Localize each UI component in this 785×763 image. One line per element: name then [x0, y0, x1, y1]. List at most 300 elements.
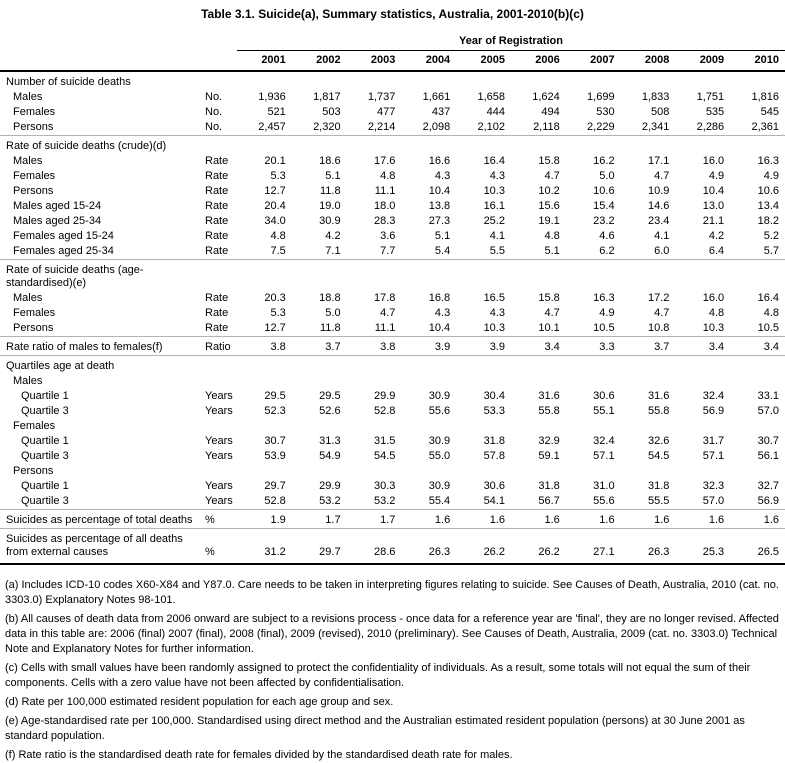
value-cell: 3.6	[380, 230, 396, 242]
row-label: Females aged 25-34	[13, 245, 114, 257]
value-cell: 5.2	[763, 230, 779, 242]
value-cell: 1.6	[621, 510, 676, 529]
value-cell: 1.6	[401, 510, 456, 529]
value-cell: 10.1	[538, 322, 560, 334]
value-cell: 4.8	[763, 307, 779, 319]
value-cell: 10.5	[757, 322, 779, 334]
value-cell: 31.7	[702, 435, 725, 447]
value-cell: 1,816	[751, 91, 779, 103]
value-cell: 32.9	[538, 435, 560, 447]
value-cell: 6.4	[708, 245, 725, 257]
unit-cell: Rate	[205, 155, 229, 167]
value-cell: 57.0	[757, 405, 779, 417]
value-cell: 3.3	[566, 337, 621, 356]
value-cell: 521	[267, 106, 286, 118]
table-row	[0, 434, 785, 449]
table-row	[0, 120, 785, 136]
table-row	[0, 169, 785, 184]
value-cell: 55.6	[428, 405, 451, 417]
value-cell: 10.2	[538, 185, 560, 197]
table-row	[0, 184, 785, 199]
value-cell: 4.7	[654, 307, 670, 319]
row-label: Males	[13, 292, 43, 304]
value-cell: 14.6	[647, 200, 670, 212]
table-row	[0, 510, 785, 529]
unit-cell: Years	[205, 450, 233, 462]
value-cell: 3.4	[511, 337, 566, 356]
value-cell: 30.9	[428, 480, 451, 492]
value-cell: 57.1	[702, 450, 725, 462]
value-cell: 10.4	[702, 185, 725, 197]
value-cell: 30.9	[428, 435, 451, 447]
value-cell: 2,229	[587, 121, 615, 133]
value-cell: 1,699	[587, 91, 615, 103]
value-cell: 53.2	[373, 495, 396, 507]
year-column-header: 2008	[621, 51, 676, 72]
row-label: Females aged 15-24	[13, 230, 114, 242]
value-cell: 18.6	[319, 155, 341, 167]
row-label: Rate ratio of males to females(f)	[0, 337, 205, 356]
value-cell: 52.8	[373, 405, 396, 417]
value-cell: 477	[377, 106, 396, 118]
value-cell: 27.3	[428, 215, 451, 227]
year-column-header: 2001	[237, 51, 292, 72]
value-cell: 15.4	[593, 200, 615, 212]
value-cell: 16.0	[702, 155, 725, 167]
value-cell: 2,102	[477, 121, 505, 133]
value-cell: 53.2	[319, 495, 341, 507]
value-cell: 57.0	[702, 495, 725, 507]
value-cell: 3.9	[401, 337, 456, 356]
value-cell: 26.2	[456, 529, 511, 565]
value-cell: 3.8	[347, 337, 402, 356]
value-cell: 2,098	[422, 121, 451, 133]
value-cell: 20.1	[264, 155, 286, 167]
row-label: Quartile 1	[21, 435, 69, 447]
unit-cell: Years	[205, 390, 233, 402]
value-cell: 29.9	[373, 390, 396, 402]
value-cell: 31.8	[538, 480, 560, 492]
row-label: Males	[13, 155, 43, 167]
table-row	[0, 214, 785, 229]
year-column-header: 2010	[730, 51, 785, 72]
table-row	[0, 229, 785, 244]
year-of-registration-header: Year of Registration	[237, 34, 785, 51]
value-cell: 10.6	[593, 185, 615, 197]
value-cell: 23.2	[593, 215, 615, 227]
value-cell: 3.4	[730, 337, 785, 356]
year-column-header: 2003	[347, 51, 402, 72]
footnote: (c) Cells with small values have been randomly assigned to protect the confidentiality of individuals. As a result, some totals will not equal the sum of their components. Cells with a zero value have not been affected by confidentialisation.	[5, 662, 751, 689]
value-cell: 34.0	[264, 215, 286, 227]
value-cell: 21.1	[702, 215, 725, 227]
value-cell: 16.8	[428, 292, 451, 304]
row-label: Males	[13, 375, 43, 387]
value-cell: 20.4	[264, 200, 286, 212]
row-label: Persons	[13, 121, 54, 133]
value-cell: 30.3	[373, 480, 396, 492]
table-row	[0, 71, 785, 90]
row-label: Persons	[13, 185, 54, 197]
value-cell: 10.3	[483, 185, 505, 197]
year-column-header: 2004	[401, 51, 456, 72]
value-cell: 20.3	[264, 292, 286, 304]
value-cell: 26.2	[511, 529, 566, 565]
document-page	[0, 7, 785, 763]
row-label: Persons	[13, 322, 54, 334]
value-cell: 12.7	[264, 322, 286, 334]
row-label: Rate of suicide deaths (crude)(d)	[0, 136, 785, 155]
value-cell: 31.2	[237, 529, 292, 565]
header-spacer	[0, 34, 237, 51]
value-cell: 437	[431, 106, 451, 118]
value-cell: 12.7	[264, 185, 286, 197]
table-row	[0, 529, 785, 565]
value-cell: 31.5	[373, 435, 396, 447]
table-row	[0, 199, 785, 214]
value-cell: 2,341	[641, 121, 670, 133]
value-cell: 11.1	[374, 185, 396, 197]
value-cell: 444	[486, 106, 505, 118]
unit-cell: Rate	[205, 307, 229, 319]
value-cell: 54.5	[647, 450, 670, 462]
value-cell: 31.0	[593, 480, 615, 492]
value-cell: 1.7	[347, 510, 402, 529]
value-cell: 5.1	[325, 170, 341, 182]
table-row	[0, 374, 785, 389]
value-cell: 56.9	[702, 405, 725, 417]
value-cell: 55.8	[647, 405, 670, 417]
value-cell: 5.7	[763, 245, 779, 257]
value-cell: 530	[596, 106, 615, 118]
value-cell: 10.3	[483, 322, 505, 334]
value-cell: 1.6	[730, 510, 785, 529]
value-cell: 535	[705, 106, 725, 118]
value-cell: 16.4	[757, 292, 779, 304]
value-cell: 4.9	[708, 170, 725, 182]
table-row	[0, 404, 785, 419]
value-cell: 1,751	[696, 91, 725, 103]
unit-cell: Years	[205, 495, 233, 507]
value-cell: 26.3	[401, 529, 456, 565]
value-cell: 1.6	[456, 510, 511, 529]
value-cell: 1,624	[532, 91, 560, 103]
value-cell: 29.9	[319, 480, 341, 492]
value-cell: 5.3	[270, 307, 286, 319]
value-cell: 16.2	[593, 155, 615, 167]
value-cell: 11.1	[374, 322, 396, 334]
value-cell: 10.4	[428, 322, 451, 334]
row-label: Females	[13, 106, 56, 118]
value-cell: 25.3	[675, 529, 730, 565]
value-cell: 17.6	[373, 155, 396, 167]
value-cell: 52.8	[264, 495, 286, 507]
value-cell: 4.3	[489, 307, 505, 319]
value-cell: 1.6	[675, 510, 730, 529]
row-label: Males aged 15-24	[13, 200, 102, 212]
value-cell: 10.8	[647, 322, 670, 334]
value-cell: 13.4	[757, 200, 779, 212]
value-cell: 4.2	[325, 230, 341, 242]
value-cell: 30.6	[483, 480, 505, 492]
row-label: Quartile 3	[21, 405, 69, 417]
value-cell: 30.7	[264, 435, 286, 447]
value-cell: 33.1	[757, 390, 779, 402]
table-row	[0, 306, 785, 321]
value-cell: 5.4	[434, 245, 451, 257]
value-cell: 55.8	[538, 405, 560, 417]
table-title: Table 3.1. Suicide(a), Summary statistics, Australia, 2001-2010(b)(c)	[201, 7, 584, 21]
unit-cell: No.	[205, 106, 223, 118]
year-column-header: 2002	[292, 51, 347, 72]
value-cell: 11.8	[320, 185, 341, 197]
value-cell: 4.7	[654, 170, 670, 182]
row-label: Quartile 3	[21, 495, 69, 507]
value-cell: 4.3	[434, 307, 451, 319]
value-cell: 31.8	[483, 435, 505, 447]
value-cell: 13.0	[702, 200, 725, 212]
value-cell: 16.5	[483, 292, 505, 304]
table-row	[0, 479, 785, 494]
row-label: Females	[13, 307, 56, 319]
row-label: Quartiles age at death	[0, 356, 785, 375]
value-cell: 31.6	[538, 390, 560, 402]
value-cell: 4.8	[270, 230, 286, 242]
value-cell: 545	[760, 106, 779, 118]
value-cell: 32.4	[593, 435, 615, 447]
value-cell: 19.0	[319, 200, 341, 212]
value-cell: 16.3	[593, 292, 615, 304]
row-label: Number of suicide deaths	[6, 76, 131, 88]
year-column-header: 2006	[511, 51, 566, 72]
value-cell: 2,214	[367, 121, 396, 133]
value-cell: 32.7	[757, 480, 779, 492]
value-cell: 1.6	[511, 510, 566, 529]
table-row	[0, 321, 785, 337]
value-cell: 31.3	[319, 435, 341, 447]
footnote: (f) Rate ratio is the standardised death rate for females divided by the standardised death rate for males.	[5, 749, 513, 761]
value-cell: 7.1	[325, 245, 341, 257]
unit-cell: Years	[205, 435, 233, 447]
value-cell: 16.1	[483, 200, 505, 212]
row-label: Rate of suicide deaths (age-standardised)(e)	[0, 260, 785, 292]
unit-cell: Rate	[205, 230, 229, 242]
footnote: (d) Rate per 100,000 estimated resident population for each age group and sex.	[5, 696, 394, 708]
value-cell: 5.5	[489, 245, 505, 257]
value-cell: 55.5	[647, 495, 670, 507]
value-cell: 16.4	[483, 155, 505, 167]
value-cell: 1,661	[422, 91, 451, 103]
table-row	[0, 260, 785, 292]
value-cell: 3.7	[621, 337, 676, 356]
table-row	[0, 464, 785, 479]
value-cell: 4.8	[708, 307, 725, 319]
footnote: (a) Includes ICD-10 codes X60-X84 and Y87.0. Care needs to be taken in interpreting figures relating to suicide. See Causes of Death, Australia, 2010 (cat. no. 3303.0) Explanatory Notes 98-101.	[5, 579, 779, 606]
unit-cell: Rate	[205, 170, 229, 182]
value-cell: 5.0	[325, 307, 341, 319]
footnotes-section	[5, 578, 780, 763]
unit-cell: Rate	[205, 185, 229, 197]
value-cell: 54.5	[373, 450, 396, 462]
value-cell: 4.3	[434, 170, 451, 182]
value-cell: 55.6	[593, 495, 615, 507]
value-cell: 54.1	[483, 495, 505, 507]
value-cell: 6.2	[599, 245, 615, 257]
value-cell: 5.3	[270, 170, 286, 182]
year-column-header: 2009	[675, 51, 730, 72]
value-cell: 57.8	[483, 450, 505, 462]
value-cell: 10.6	[757, 185, 779, 197]
value-cell: 30.4	[483, 390, 505, 402]
value-cell: 31.6	[647, 390, 670, 402]
value-cell: 4.7	[544, 170, 560, 182]
unit-cell: Rate	[205, 215, 229, 227]
row-label: Suicides as percentage of all deaths from external causes	[0, 529, 205, 565]
table-row	[0, 449, 785, 464]
table-row	[0, 105, 785, 120]
footnote: (e) Age-standardised rate per 100,000. Standardised using direct method and the Australian estimated resident population (persons) at 30 June 2001 as standard population.	[5, 715, 745, 742]
value-cell: 4.7	[544, 307, 560, 319]
value-cell: 30.9	[428, 390, 451, 402]
value-cell: 18.0	[373, 200, 396, 212]
value-cell: 32.4	[702, 390, 725, 402]
unit-cell: No.	[205, 91, 223, 103]
value-cell: 32.3	[702, 480, 725, 492]
table-row	[0, 136, 785, 155]
value-cell: 7.7	[380, 245, 396, 257]
value-cell: 52.3	[264, 405, 286, 417]
value-cell: 5.1	[544, 245, 560, 257]
value-cell: 17.2	[647, 292, 670, 304]
value-cell: 1,658	[477, 91, 505, 103]
value-cell: 27.1	[566, 529, 621, 565]
value-cell: 32.6	[647, 435, 670, 447]
value-cell: 57.1	[593, 450, 615, 462]
value-cell: 10.5	[593, 322, 615, 334]
value-cell: 7.5	[270, 245, 286, 257]
value-cell: 17.8	[373, 292, 396, 304]
value-cell: 30.7	[757, 435, 779, 447]
value-cell: 52.6	[319, 405, 341, 417]
value-cell: 15.8	[538, 292, 560, 304]
unit-cell: Ratio	[205, 337, 237, 356]
row-label: Suicides as percentage of total deaths	[0, 510, 205, 529]
unit-cell: %	[205, 529, 237, 565]
value-cell: 30.9	[319, 215, 341, 227]
unit-cell: Years	[205, 480, 233, 492]
value-cell: 16.6	[428, 155, 451, 167]
value-cell: 16.0	[702, 292, 725, 304]
value-cell: 1.6	[566, 510, 621, 529]
statistics-table	[0, 34, 785, 565]
value-cell: 1.9	[237, 510, 292, 529]
unit-cell: %	[205, 510, 237, 529]
value-cell: 56.1	[757, 450, 779, 462]
value-cell: 4.9	[763, 170, 779, 182]
value-cell: 4.6	[599, 230, 615, 242]
value-cell: 59.1	[538, 450, 560, 462]
value-cell: 31.8	[647, 480, 670, 492]
value-cell: 10.9	[647, 185, 670, 197]
value-cell: 55.0	[428, 450, 451, 462]
value-cell: 29.5	[319, 390, 341, 402]
value-cell: 503	[322, 106, 341, 118]
table-row	[0, 356, 785, 375]
value-cell: 26.3	[621, 529, 676, 565]
unit-cell: Rate	[205, 245, 229, 257]
value-cell: 4.1	[654, 230, 670, 242]
row-label: Females	[13, 420, 56, 432]
value-cell: 4.1	[489, 230, 505, 242]
value-cell: 1,936	[258, 91, 286, 103]
value-cell: 56.9	[757, 495, 779, 507]
value-cell: 6.0	[654, 245, 670, 257]
value-cell: 13.8	[428, 200, 451, 212]
value-cell: 4.7	[380, 307, 396, 319]
value-cell: 2,361	[751, 121, 779, 133]
value-cell: 28.3	[373, 215, 396, 227]
year-column-header: 2005	[456, 51, 511, 72]
header-spacer	[0, 51, 237, 72]
value-cell: 1,833	[641, 91, 670, 103]
unit-cell: Rate	[205, 322, 229, 334]
value-cell: 29.7	[264, 480, 286, 492]
value-cell: 56.7	[538, 495, 560, 507]
row-label: Males aged 25-34	[13, 215, 102, 227]
value-cell: 11.8	[320, 322, 341, 334]
value-cell: 19.1	[538, 215, 560, 227]
value-cell: 54.9	[319, 450, 341, 462]
value-cell: 494	[541, 106, 560, 118]
value-cell: 3.4	[675, 337, 730, 356]
table-row	[0, 494, 785, 510]
value-cell: 2,118	[533, 121, 560, 133]
table-row	[0, 337, 785, 356]
value-cell: 25.2	[483, 215, 505, 227]
value-cell: 10.4	[428, 185, 451, 197]
table-row	[0, 389, 785, 404]
year-of-registration-row	[0, 34, 785, 51]
value-cell: 4.2	[708, 230, 725, 242]
value-cell: 1,817	[313, 91, 341, 103]
years-header-row	[0, 51, 785, 72]
value-cell: 4.3	[489, 170, 505, 182]
value-cell: 3.8	[237, 337, 292, 356]
row-label: Quartile 3	[21, 450, 69, 462]
value-cell: 4.9	[599, 307, 615, 319]
value-cell: 15.8	[538, 155, 560, 167]
value-cell: 15.6	[538, 200, 560, 212]
value-cell: 55.4	[428, 495, 451, 507]
unit-cell: Rate	[205, 200, 229, 212]
row-label: Males	[13, 91, 43, 103]
row-label: Persons	[13, 465, 54, 477]
value-cell: 53.3	[483, 405, 505, 417]
footnote: (b) All causes of death data from 2006 onward are subject to a revisions process - once data for a reference year are 'final', they are no longer revised. Affected data in this table are: 2006 (final) 2007 (final), 2008 (final), 2009 (revised), 2010 (preliminary). See Causes of Death, Australia, 2009 (cat. no. 3303.0) Technical Note and Explanatory Notes for further information.	[5, 613, 779, 655]
value-cell: 28.6	[347, 529, 402, 565]
value-cell: 18.8	[319, 292, 341, 304]
value-cell: 26.5	[730, 529, 785, 565]
value-cell: 18.2	[757, 215, 779, 227]
row-label: Quartile 1	[21, 390, 69, 402]
value-cell: 3.7	[292, 337, 347, 356]
year-column-header: 2007	[566, 51, 621, 72]
value-cell: 2,320	[313, 121, 341, 133]
value-cell: 16.3	[757, 155, 779, 167]
table-row	[0, 90, 785, 105]
table-row	[0, 419, 785, 434]
table-row	[0, 244, 785, 260]
